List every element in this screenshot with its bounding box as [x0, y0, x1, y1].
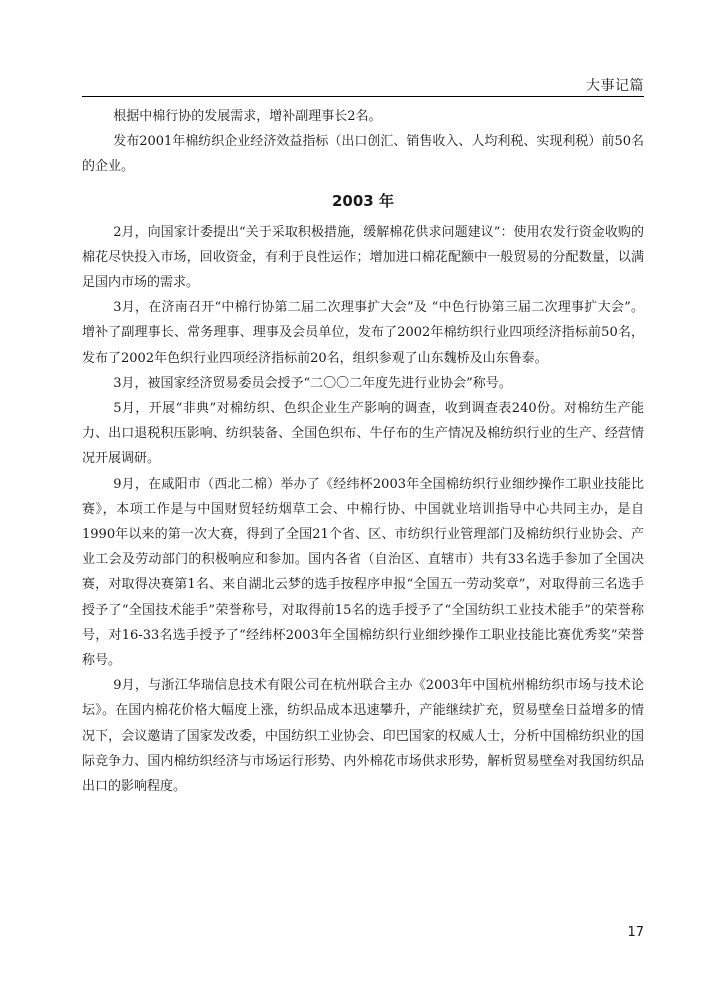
page-number: 17 [627, 925, 644, 940]
year-heading: 2003 年 [332, 191, 394, 210]
paragraph: 9月，与浙江华瑞信息技术有限公司在杭州联合主办《2003年中国杭州棉纺织市场与技术论坛》。在国内棉花价格大幅度上涨，纺织品成本迅速攀升，产能继续扩充，贸易壁垒日益增多的情况下，会议邀请了国家发改委，中国纺织工业协会、印巴国家的权威人士，分析中国棉纺织业的国际竞争力、国内棉纺织经济与市场运行形势、内外棉花市场供求形势，解析贸易壁垒对我国纺织品出口的影响程度。 [82, 678, 644, 795]
paragraph: 根据中棉行协的发展需求，增补副理事长2名。 [113, 109, 382, 124]
paragraph: 3月，被国家经济贸易委员会授予“二〇〇二年度先进行业协会”称号。 [113, 375, 512, 391]
page-body [82, 104, 644, 799]
paragraph: 3月，在济南召开“中棉行协第二届二次理事扩大会”及 “中色行协第三届二次理事扩大会”。增补了副理事长、常务理事、理事及会员单位，发布了2002年棉纺织行业四项经济指标前50名，发布了2002年色织行业四项经济指标前20名，组织参观了山东魏桥及山东鲁泰。 [82, 300, 644, 366]
section-title: 大事记篇 [586, 78, 644, 94]
running-header [82, 72, 644, 97]
paragraph: 2月，向国家计委提出“关于采取积极措施，缓解棉花供求问题建议”：使用农发行资金收购的棉花尽快投入市场，回收资金，有利于良性运作；增加进口棉花配额中一般贸易的分配数量，以满足国内市场的需求。 [82, 224, 644, 291]
paragraph: 5月，开展“非典”对棉纺织、色织企业生产影响的调查，收到调查表240份。对棉纺生产能力、出口退税积压影响、纺织装备、全国色织布、牛仔布的生产情况及棉纺织行业的生产、经营情况开展调研。 [82, 401, 644, 467]
paragraph: 发布2001年棉纺织企业经济效益指标（出口创汇、销售收入、人均利税、实现利税）前50名的企业。 [82, 134, 644, 175]
paragraph: 9月，在咸阳市（西北二棉）举办了《经纬杯2003年全国棉纺织行业细纱操作工职业技能比赛》，本项工作是与中国财贸轻纺烟草工会、中棉行协、中国就业培训指导中心共同主办，是自1990年以来的第一次大赛，得到了全国21个省、区、市纺织行业管理部门及棉纺织行业协会、产业工会及劳动部门的积极响应和参加。国内各省（自治区、直辖市）共有33名选手参加了全国决赛，对取得决赛第1名、来自湖北云梦的选手按程序申报“全国五一劳动奖章”，对取得前三名选手授予了“全国技术能手”荣誉称号，对取得前15名的选手授予了“全国纺织工业技术能手”的荣誉称号，对16-33名选手授予了“经纬杯2003年全国棉纺织行业细纱操作工职业技能比赛优秀奖”荣誉称号。 [82, 476, 644, 669]
